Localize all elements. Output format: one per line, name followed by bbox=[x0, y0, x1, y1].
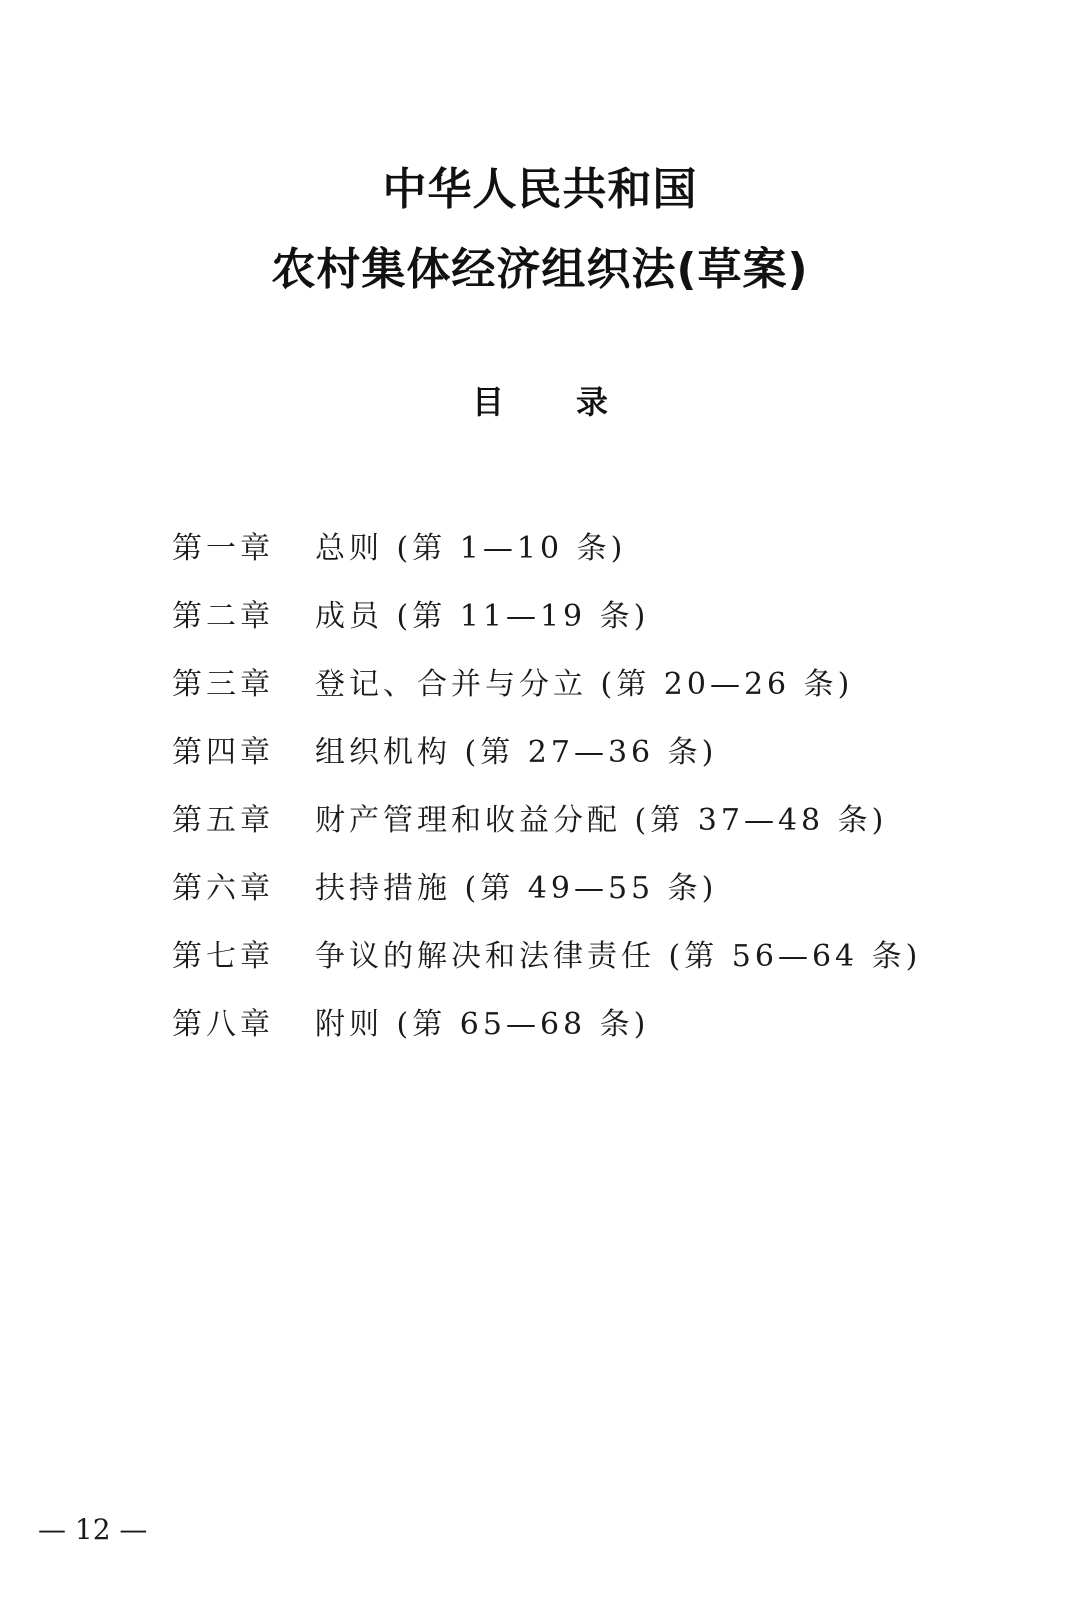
page-number: — 12 — bbox=[38, 1513, 148, 1546]
chapter-title: 扶持措施 (第 49—55 条) bbox=[315, 871, 718, 906]
title-line-1: 中华人民共和国 bbox=[382, 164, 698, 215]
chapter-title: 财产管理和收益分配 (第 37—48 条) bbox=[315, 803, 888, 838]
chapter-title: 争议的解决和法律责任 (第 56—64 条) bbox=[315, 939, 922, 974]
chapter-number: 第一章 bbox=[172, 531, 274, 566]
toc-heading: 目录 bbox=[471, 383, 680, 421]
document-title bbox=[0, 150, 1080, 310]
toc-item bbox=[172, 651, 972, 719]
toc-item bbox=[172, 855, 972, 923]
table-of-contents bbox=[172, 515, 972, 1059]
chapter-title: 附则 (第 65—68 条) bbox=[315, 1007, 650, 1042]
toc-item bbox=[172, 787, 972, 855]
toc-item bbox=[172, 515, 972, 583]
chapter-number: 第三章 bbox=[172, 667, 274, 702]
chapter-number: 第六章 bbox=[172, 871, 274, 906]
chapter-number: 第七章 bbox=[172, 939, 274, 974]
toc-item bbox=[172, 991, 972, 1059]
toc-item bbox=[172, 583, 972, 651]
chapter-number: 第八章 bbox=[172, 1007, 274, 1042]
chapter-number: 第五章 bbox=[172, 803, 274, 838]
chapter-title: 组织机构 (第 27—36 条) bbox=[315, 735, 718, 770]
chapter-title: 成员 (第 11—19 条) bbox=[315, 599, 650, 634]
toc-item bbox=[172, 719, 972, 787]
title-line-2: 农村集体经济组织法(草案) bbox=[271, 244, 809, 295]
chapter-title: 总则 (第 1—10 条) bbox=[315, 531, 627, 566]
chapter-number: 第二章 bbox=[172, 599, 274, 634]
chapter-number: 第四章 bbox=[172, 735, 274, 770]
toc-item bbox=[172, 923, 972, 991]
chapter-title: 登记、合并与分立 (第 20—26 条) bbox=[315, 667, 854, 702]
